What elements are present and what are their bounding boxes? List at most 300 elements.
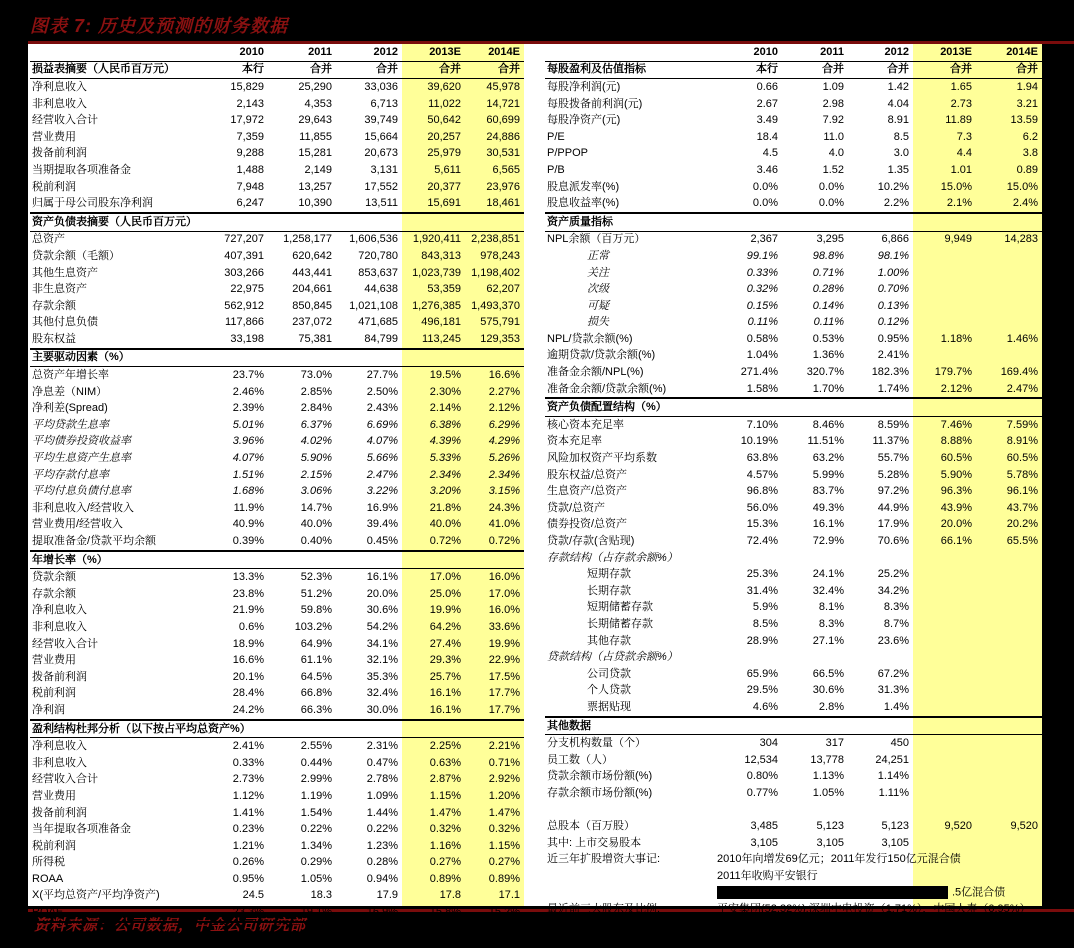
cell-value: 1,198,402: [471, 266, 520, 279]
table-row: [545, 802, 1042, 819]
cell-value: 0.80%: [746, 770, 778, 783]
subsection-row: [545, 649, 1042, 666]
cell-value: 24,886: [486, 130, 520, 143]
table-row: [545, 533, 1042, 550]
row-label: 股息派发率(%): [547, 180, 620, 193]
cell-value: 25,979: [427, 147, 461, 160]
cell-value: 5,123: [816, 820, 844, 833]
row-label: 正常: [587, 249, 609, 262]
cell-value: 1.47%: [429, 806, 461, 819]
section-header-row: [30, 720, 524, 738]
cell-value: 23,976: [486, 180, 520, 193]
cell-value: 31.4%: [746, 584, 778, 597]
cell-value: 2.46%: [232, 385, 264, 398]
row-label: 非利息收入/经营收入: [32, 501, 135, 514]
cell-value: 1.35: [887, 163, 909, 176]
table-row: [545, 500, 1042, 517]
cell-value: 66.1%: [940, 535, 972, 548]
row-label: 营业费用: [32, 654, 76, 667]
table-row: [545, 179, 1042, 196]
cell-value: 1.15%: [429, 789, 461, 802]
row-label: 存款余额: [32, 299, 76, 312]
row-label: 归属于母公司股东净利润: [32, 197, 153, 210]
cell-value: 2.98: [822, 97, 844, 110]
cell-value: 18,461: [486, 197, 520, 210]
cell-value: 0.53%: [812, 332, 844, 345]
cell-value: 1.16%: [429, 839, 461, 852]
cell-value: 83.7%: [812, 485, 844, 498]
row-label: 贷款余额（毛额）: [32, 249, 120, 262]
cell-value: 合并: [848, 61, 913, 79]
cell-value: 6.38%: [429, 418, 461, 431]
cell-value: 2010年向增发69亿元；2011年发行150亿元混合债: [717, 853, 961, 866]
cell-value: 22,975: [230, 283, 264, 296]
cell-value: 16.1%: [812, 518, 844, 531]
row-label: 总股本（百万股）: [547, 820, 635, 833]
table-row: [30, 517, 524, 534]
cell-value: 66.3%: [300, 703, 332, 716]
cell-value: [913, 298, 976, 315]
cell-value: 8.7%: [883, 617, 909, 630]
table-row: [545, 348, 1042, 365]
cell-value: 0.71%: [488, 756, 520, 769]
cell-value: 15,829: [230, 80, 264, 93]
cell-value: 179.7%: [934, 366, 972, 379]
cell-value: 62,207: [486, 283, 520, 296]
cell-value: 59.8%: [300, 604, 332, 617]
cell-value: [913, 248, 976, 265]
cell-value: 6,247: [236, 197, 264, 210]
cell-value: 13,257: [298, 180, 332, 193]
table-row: [545, 44, 1042, 61]
cell-value: 63.8%: [746, 452, 778, 465]
section-header-row: [545, 398, 1042, 416]
cell-value: [976, 699, 1042, 717]
cell-value: 合并: [336, 61, 402, 79]
row-label: 平均存款付息率: [32, 468, 109, 481]
cell-value: 320.7%: [806, 366, 844, 379]
cell-value: 0.33%: [232, 756, 264, 769]
cell-value: [976, 785, 1042, 802]
cell-value: 7,948: [236, 180, 264, 193]
cell-value: 620,642: [292, 249, 332, 262]
cell-value: 237,072: [292, 316, 332, 329]
cell-value: 16.9%: [366, 906, 398, 919]
cell-value: 271.4%: [740, 366, 778, 379]
cell-value: 33,036: [364, 80, 398, 93]
cell-value: 18.4: [756, 130, 778, 143]
table-row: [30, 738, 524, 755]
cell-value: 2.31%: [366, 740, 398, 753]
cell-value: 1.74%: [877, 382, 909, 395]
cell-value: 8.88%: [940, 435, 972, 448]
cell-value: 52.3%: [300, 571, 332, 584]
cell-value: 2012: [336, 44, 402, 61]
row-label: 票据贴现: [587, 700, 631, 713]
cell-value: 2.21%: [488, 740, 520, 753]
cell-value: 25.7%: [429, 670, 461, 683]
cell-value: [976, 265, 1042, 282]
cell-value: 1.23%: [366, 839, 398, 852]
row-label: [545, 885, 717, 902]
row-label: 贷款余额市场份额(%): [547, 770, 653, 783]
cell-value: 25.3%: [746, 568, 778, 581]
row-label: 员工数（人）: [547, 753, 613, 766]
row-label: 当年提取各项准备金: [32, 823, 131, 836]
cell-value: 29.5%: [746, 684, 778, 697]
cell-value: 2014E: [976, 44, 1042, 61]
cell-value: 2.73%: [232, 773, 264, 786]
row-label: 盈利结构杜邦分析（以下按占平均总资产%）: [30, 720, 524, 738]
cell-value: 0.23%: [232, 823, 264, 836]
table-row: [30, 755, 524, 772]
cell-value: 13.3%: [232, 571, 264, 584]
cell-value: [913, 265, 976, 282]
cell-value: 2.2%: [883, 197, 909, 210]
table-row: [545, 434, 1042, 451]
cell-value: 39,749: [364, 114, 398, 127]
row-label: 每股净资产(元): [547, 114, 621, 127]
cell-value: 20.0%: [940, 518, 972, 531]
cell-value: 1,276,385: [412, 299, 461, 312]
cell-value: 66.5%: [812, 667, 844, 680]
cell-value: 2012: [848, 44, 913, 61]
cell-value: 3,105: [881, 836, 909, 849]
cell-value: 30.6%: [366, 604, 398, 617]
row-label: 资产负债配置结构（%）: [545, 398, 1042, 416]
table-row: [30, 652, 524, 669]
row-label: NPL余额（百万元）: [547, 233, 646, 246]
cell-value: 34.2%: [877, 584, 909, 597]
row-label: 平均债券投资收益率: [32, 435, 131, 448]
cell-value: 103.2%: [294, 620, 332, 633]
table-row: [545, 265, 1042, 282]
cell-value: [976, 735, 1042, 752]
cell-value: 34.1%: [366, 637, 398, 650]
row-label: 最近前三大股东及比例:: [547, 903, 661, 916]
cell-value: 0.58%: [746, 332, 778, 345]
row-label: X(平均总资产/平均净资产): [32, 889, 160, 902]
table-row: [30, 500, 524, 517]
cell-value: 1,920,411: [412, 233, 461, 246]
table-row: [30, 61, 524, 79]
cell-value: [976, 566, 1042, 583]
cell-value: 3,295: [816, 233, 844, 246]
cell-value: 75,381: [298, 332, 332, 345]
table-row: [545, 616, 1042, 633]
cell-value: 0.28%: [812, 283, 844, 296]
cell-value: 1.15%: [488, 839, 520, 852]
cell-value: 40.0%: [300, 518, 332, 531]
cell-value: 7,359: [236, 130, 264, 143]
cell-value: 1.54%: [300, 806, 332, 819]
cell-value: 32.4%: [812, 584, 844, 597]
cell-value: 0.89%: [488, 872, 520, 885]
cell-value: 15,664: [364, 130, 398, 143]
cell-value: 2.30%: [429, 385, 461, 398]
row-label: 拨备前利润: [32, 147, 87, 160]
table-row: [30, 367, 524, 384]
cell-value: 5,123: [881, 820, 909, 833]
row-label: [545, 868, 717, 885]
row-label: P/B: [547, 163, 565, 176]
cell-value: 1.05%: [300, 872, 332, 885]
cell-value: [976, 616, 1042, 633]
table-row: [545, 364, 1042, 381]
table-row: [545, 666, 1042, 683]
cell-value: 28.4%: [232, 687, 264, 700]
cell-value: 16.6%: [488, 369, 520, 382]
cell-value: 44.9%: [877, 501, 909, 514]
row-label: 债券投资/总资产: [547, 518, 628, 531]
cell-value: 29,643: [298, 114, 332, 127]
cell-value: 0.66: [756, 80, 778, 93]
cell-value: 10.19%: [740, 435, 778, 448]
cell-value: 304: [759, 737, 778, 750]
left-table-wrap: [30, 44, 524, 919]
cell-value: 31.3%: [877, 684, 909, 697]
row-label: 营业费用: [32, 789, 76, 802]
cell-value: 1.12%: [232, 789, 264, 802]
note-text: .5亿混合债: [952, 886, 1006, 899]
table-row: [30, 384, 524, 401]
cell-value: 9,520: [944, 820, 972, 833]
table-row: [30, 788, 524, 805]
table-row: [545, 683, 1042, 700]
cell-value: 8.5: [893, 130, 909, 143]
row-label: 贷款余额: [32, 571, 76, 584]
cell-value: 65.5%: [1006, 535, 1038, 548]
table-row: [545, 583, 1042, 600]
cell-value: 63.2%: [812, 452, 844, 465]
cell-value: 2013E: [402, 44, 465, 61]
cell-value: [913, 583, 976, 600]
cell-value: 1.01: [950, 163, 972, 176]
cell-value: 合并: [913, 61, 976, 79]
cell-value: 1.09%: [366, 789, 398, 802]
table-row: [545, 752, 1042, 769]
row-label: 平均生息资产生息率: [32, 452, 131, 465]
cell-value: 2,238,851: [471, 233, 520, 246]
row-label: 提取准备金/贷款平均余额: [32, 535, 157, 548]
cell-value: 3.96%: [232, 435, 264, 448]
row-label: 个人贷款: [587, 684, 631, 697]
cell-value: 0.6%: [238, 620, 264, 633]
cell-value: 6.2: [1022, 130, 1038, 143]
cell-value: 1.18%: [940, 332, 972, 345]
cell-value: 35.3%: [366, 670, 398, 683]
cell-value: [913, 699, 976, 717]
row-label: 当期提取各项准备金: [32, 163, 131, 176]
cell-value: [976, 315, 1042, 332]
cell-value: 本行: [717, 61, 782, 79]
cell-value: 25,290: [298, 80, 332, 93]
cell-value: 97.2%: [877, 485, 909, 498]
cell-value: 978,243: [480, 249, 520, 262]
cell-value: 4.04: [887, 97, 909, 110]
table-row: [30, 96, 524, 113]
cell-value: [913, 752, 976, 769]
cell-value: 0.13%: [877, 299, 909, 312]
subsection-row: [545, 550, 1042, 567]
cell-value: 15.2%: [488, 906, 520, 919]
cell-value: [913, 835, 976, 852]
cell-value: 20.1%: [232, 670, 264, 683]
cell-value: 24,251: [875, 753, 909, 766]
cell-value: 11.89: [945, 114, 972, 127]
cell-value: 2.25%: [429, 740, 461, 753]
cell-value: 11,022: [428, 97, 461, 110]
row-label: P/PPOP: [547, 147, 588, 160]
cell-value: [913, 616, 976, 633]
cell-value: 0.33%: [746, 266, 778, 279]
row-label: 次级: [587, 283, 609, 296]
row-label: 拨备前利润: [32, 670, 87, 683]
income-statement-table: [30, 44, 524, 923]
cell-value: 0.22%: [366, 823, 398, 836]
cell-value: 1.20%: [488, 789, 520, 802]
cell-value: 20,257: [427, 130, 461, 143]
table-row: [545, 467, 1042, 484]
cell-value: 1,021,108: [349, 299, 398, 312]
cell-value: 17.9: [376, 889, 398, 902]
cell-value: 3.46: [756, 163, 778, 176]
row-label: 平均付息负债付息率: [32, 485, 131, 498]
cell-value: 25.0%: [429, 587, 461, 600]
cell-value: 96.3%: [940, 485, 972, 498]
row-label: ROAE: [32, 906, 64, 919]
cell-value: 17.0%: [488, 587, 520, 600]
table-row: [30, 281, 524, 298]
table-row: [545, 852, 1042, 869]
cell-value: 117,866: [225, 316, 264, 329]
cell-value: 5.26%: [488, 452, 520, 465]
row-label: 经营收入合计: [32, 637, 98, 650]
cell-value: 4,353: [304, 97, 332, 110]
row-label: 贷款结构（占贷款余额%）: [547, 651, 678, 664]
cell-value: 0.71%: [812, 266, 844, 279]
table-row: [30, 195, 524, 213]
row-label: 税前利润: [32, 687, 76, 700]
table-row: [545, 248, 1042, 265]
table-row: [30, 821, 524, 838]
cell-value: 39.4%: [366, 518, 398, 531]
cell-value: 1,493,370: [471, 299, 520, 312]
table-row: [30, 450, 524, 467]
table-row: [545, 417, 1042, 434]
cell-value: 843,313: [421, 249, 461, 262]
cell-value: 16.0%: [488, 571, 520, 584]
cell-value: 33.6%: [488, 620, 520, 633]
cell-value: 54.2%: [366, 620, 398, 633]
cell-value: 0.44%: [300, 756, 332, 769]
cell-value: 17.8: [439, 889, 461, 902]
row-label: 分支机构数量（个）: [547, 737, 646, 750]
cell-value: 14.7%: [300, 501, 332, 514]
table-row: [30, 417, 524, 434]
cell-value: 18.9%: [232, 637, 264, 650]
cell-value: 1.58%: [746, 382, 778, 395]
cell-value: 33,198: [230, 332, 264, 345]
cell-value: 0.89%: [429, 872, 461, 885]
cell-value: 0.22%: [300, 823, 332, 836]
table-row: [545, 633, 1042, 650]
cell-value: 23.8%: [232, 587, 264, 600]
table-row: [545, 315, 1042, 332]
cell-value: 16.1%: [429, 687, 461, 700]
cell-value: 19.9%: [429, 604, 461, 617]
cell-value: 0.12%: [877, 316, 909, 329]
cell-value: 13.59: [1010, 114, 1038, 127]
cell-value: 2010: [200, 44, 268, 61]
row-label: 存款余额: [32, 587, 76, 600]
row-label: 主要驱动因素（%）: [30, 349, 524, 367]
cell-value: 0.0%: [818, 180, 844, 193]
row-label: 可疑: [587, 299, 609, 312]
table-row: [30, 871, 524, 888]
row-label: 准备金余额/贷款余额(%): [547, 382, 667, 395]
cell-value: [913, 566, 976, 583]
cell-value: 51.2%: [300, 587, 332, 600]
cell-value: 0.27%: [429, 856, 461, 869]
cell-value: 23.7%: [232, 369, 264, 382]
cell-value: 20,377: [427, 180, 461, 193]
table-row: [30, 904, 524, 922]
cell-value: 2.85%: [300, 385, 332, 398]
table-row: [545, 298, 1042, 315]
cell-value: 60.5%: [1006, 452, 1038, 465]
cell-value: 3,105: [750, 836, 778, 849]
cell-value: 64.5%: [300, 670, 332, 683]
table-row: [545, 600, 1042, 617]
cell-value: 0.94%: [366, 872, 398, 885]
row-label: 每股净利润(元): [547, 80, 621, 93]
cell-value: 32.1%: [366, 654, 398, 667]
cell-value: 1,258,177: [283, 233, 332, 246]
section-header-row: [30, 213, 524, 231]
cell-value: 56.0%: [746, 501, 778, 514]
cell-value: 6.69%: [366, 418, 398, 431]
cell-value: 853,637: [358, 266, 398, 279]
table-area: [28, 44, 1042, 919]
cell-value: 5.90%: [300, 452, 332, 465]
table-row: [30, 483, 524, 500]
cell-value: 2.87%: [429, 773, 461, 786]
cell-value: 11.37%: [872, 435, 909, 448]
cell-value: 0.32%: [488, 823, 520, 836]
cell-value: 4.5: [762, 147, 778, 160]
cell-value: 1.42: [887, 80, 909, 93]
table-row: [545, 61, 1042, 79]
cell-value: 19.9%: [488, 637, 520, 650]
cell-value: 72.9%: [812, 535, 844, 548]
row-label: 平均贷款生息率: [32, 418, 109, 431]
cell-value: 40.0%: [429, 518, 461, 531]
row-label: 非利息收入: [32, 97, 87, 110]
cell-value: 1,606,536: [349, 233, 398, 246]
cell-value: 6.37%: [300, 418, 332, 431]
cell-value: 2.34%: [488, 468, 520, 481]
cell-value: [976, 835, 1042, 852]
cell-value: 8.59%: [877, 418, 909, 431]
cell-value: 30.6%: [812, 684, 844, 697]
table-row: [545, 885, 1042, 902]
cell-value: 1.13%: [812, 770, 844, 783]
cell-value: 1.47%: [488, 806, 520, 819]
cell-value: 1.51%: [232, 468, 264, 481]
table-row: [30, 146, 524, 163]
table-row: [545, 835, 1042, 852]
